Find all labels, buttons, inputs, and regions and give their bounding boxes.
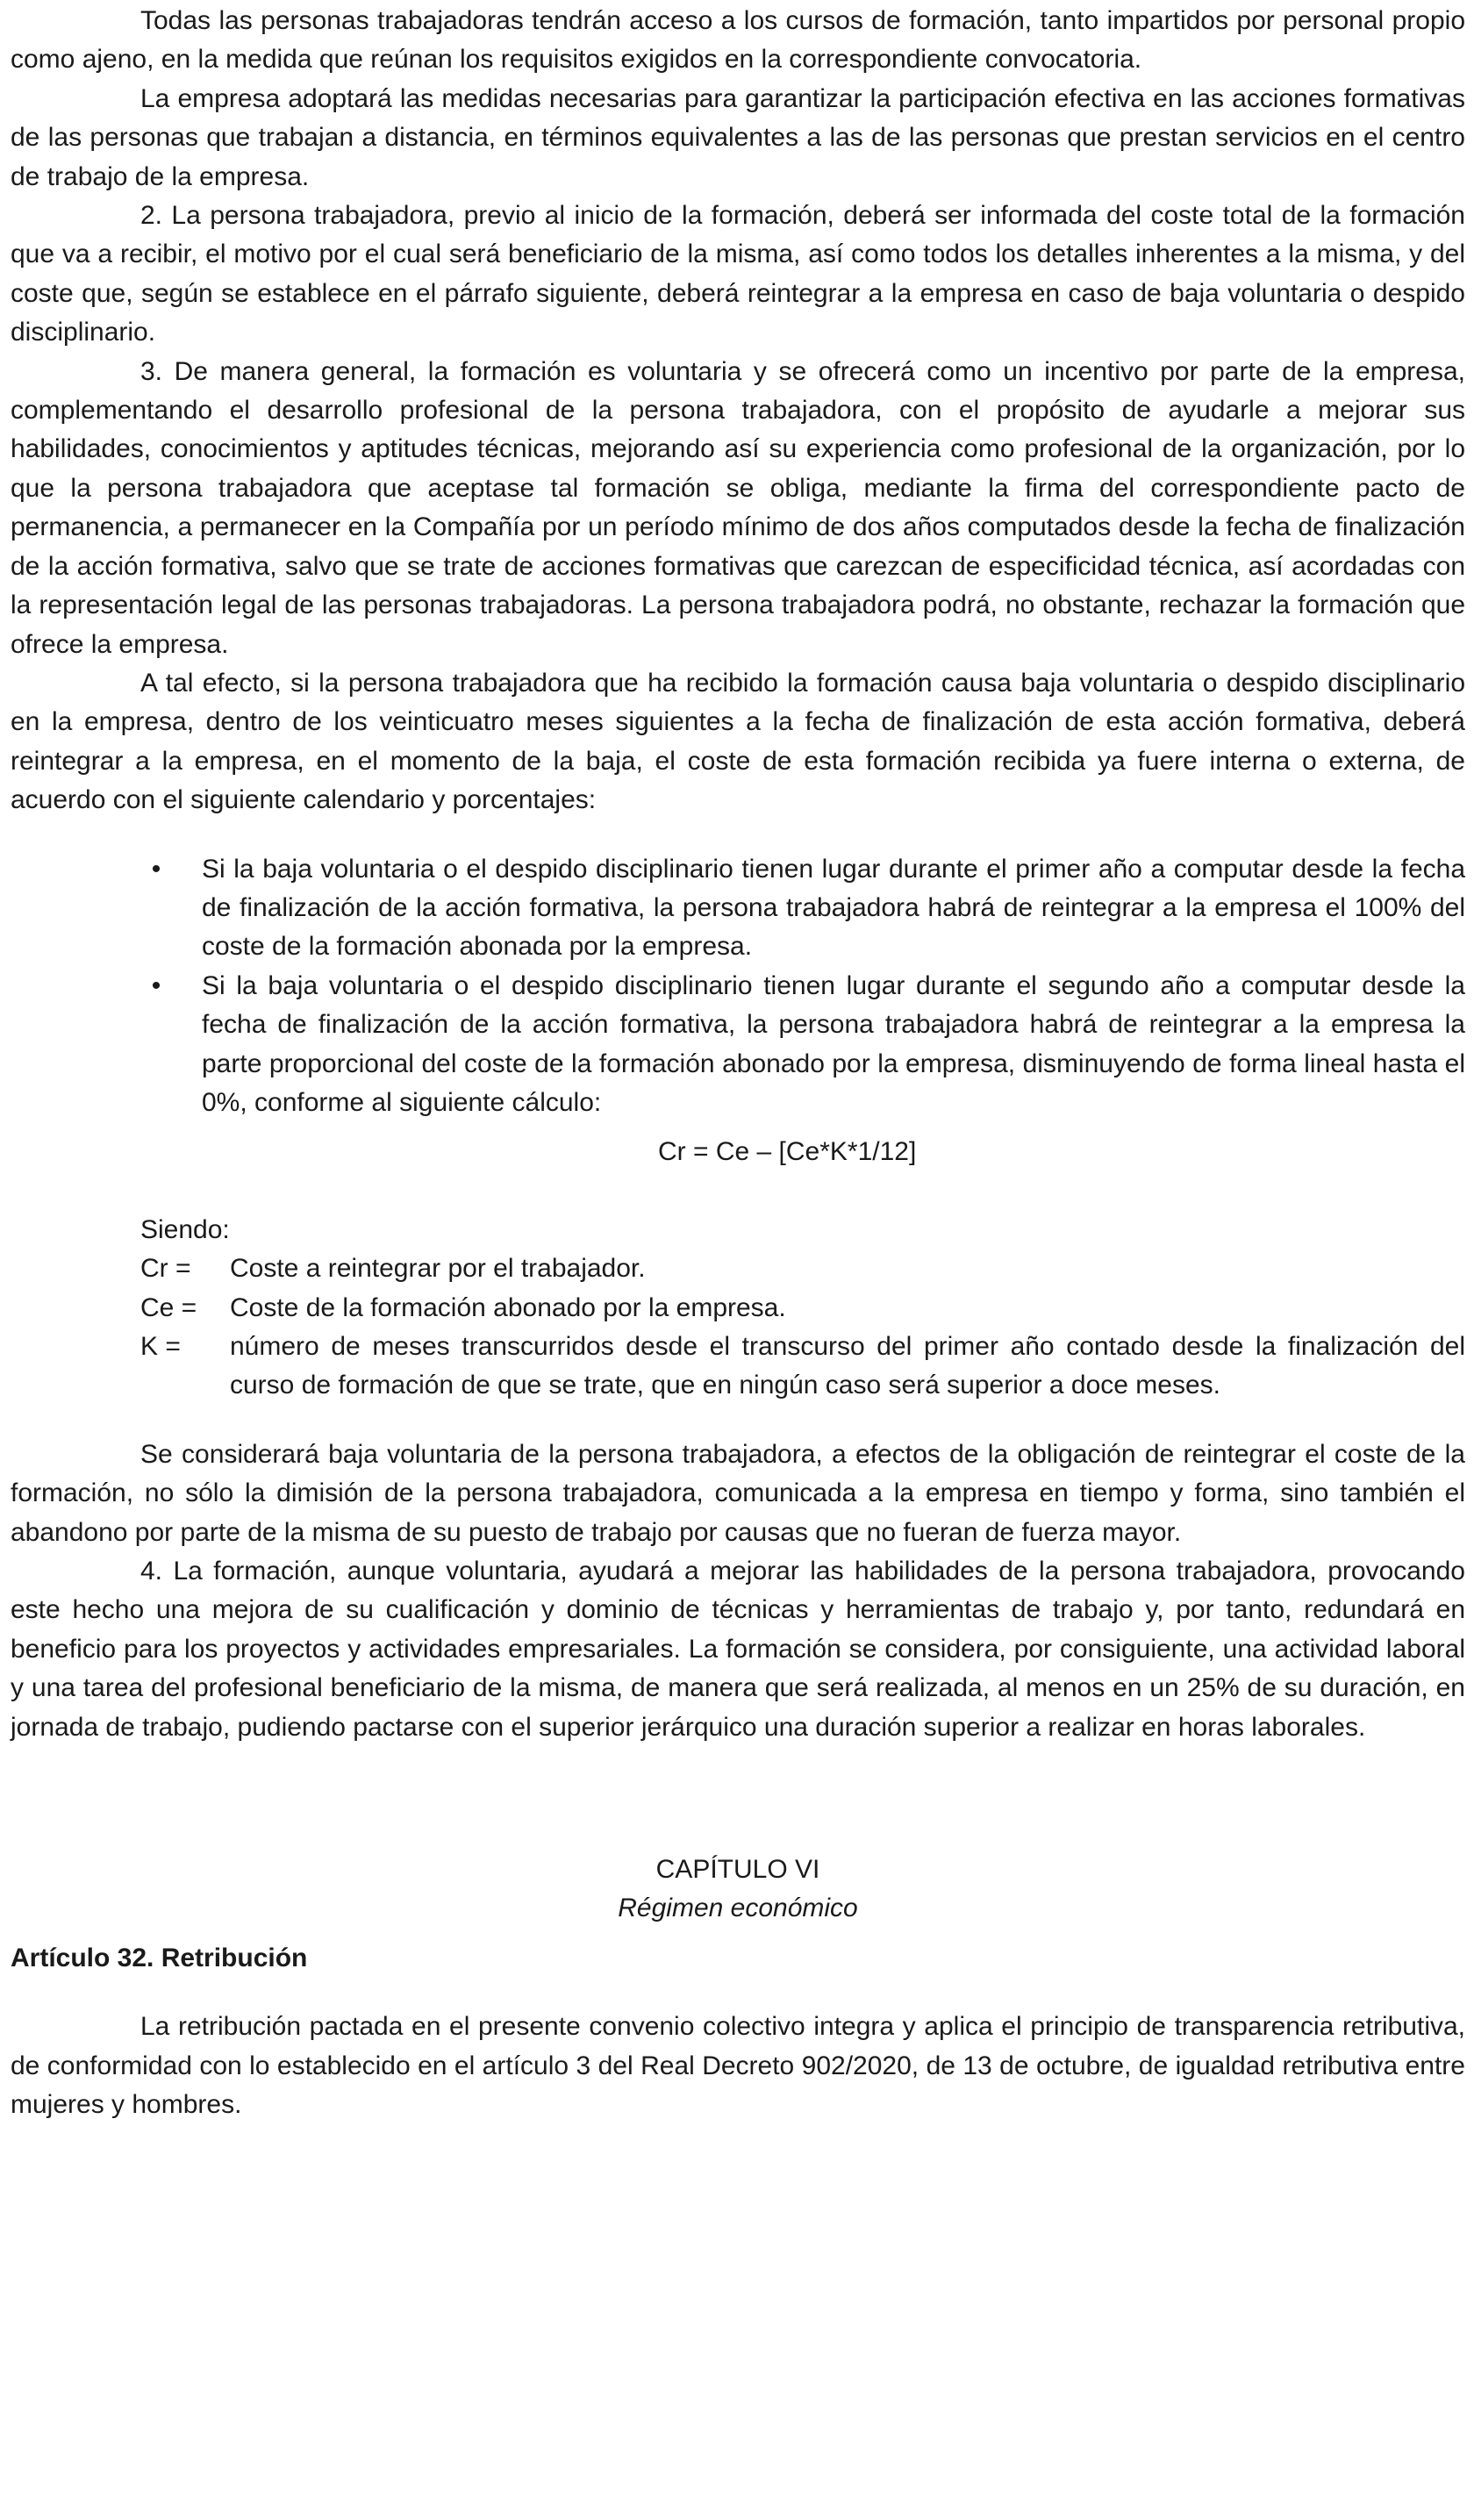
definition-term: Ce = [140,1292,197,1322]
definition-term: K = [140,1332,181,1361]
list-item [151,967,1465,1123]
paragraph: Todas las personas trabajadoras tendrán acceso a los cursos de formación, tanto impartidos por personal propio como ajeno, en la medida que reúnan los requisitos exigidos en la correspondiente convocatoria. [11,6,1465,75]
article-heading: Artículo 32. Retribución [11,1943,308,1972]
spacer [11,1747,1465,1851]
list-item-text: Si la baja voluntaria o el despido disciplinario tienen lugar durante el primer año a computar desde la fecha de finalización de la acción formativa, la persona trabajadora habrá de reintegrar a la empresa el 100% del coste de la formación abonada por la empresa. [202,854,1465,962]
definitions-label: Siendo: [140,1214,230,1244]
spacer [11,1978,1465,2008]
bullet-icon: • [151,970,161,1000]
document-body [11,2,1465,2125]
list-item [151,850,1465,967]
definition-row [11,1328,1465,1406]
paragraph: 2. La persona trabajadora, previo al inicio de la formación, deberá ser informada del coste total de la formación que va a recibir, el motivo por el cual será beneficiario de la misma, así como todos los detalles inherentes a la misma, y del coste que, según se establece en el párrafo siguiente, deberá reintegrar a la empresa en caso de baja voluntaria o despido disciplinario. [11,201,1465,347]
chapter-title: CAPÍTULO VI [655,1855,820,1885]
definition-text: Coste de la formación abonado por la empresa. [230,1292,786,1322]
paragraph: 4. La formación, aunque voluntaria, ayudará a mejorar las habilidades de la persona trabajadora, provocando este hecho una mejora de su cualificación y dominio de técnicas y herramientas de trabajo y, por tanto, redundará en beneficio para los proyectos y actividades empresariales. La formación se considera, por consiguiente, una actividad laboral y una tarea del profesional beneficiario de la misma, de manera que será realizada, al menos en un 25% de su duración, en jornada de trabajo, pudiendo pactarse con el superior jerárquico una duración superior a realizar en horas laborales. [11,1557,1465,1742]
paragraph: La empresa adoptará las medidas necesarias para garantizar la participación efectiva en las acciones formativas de las personas que trabajan a distancia, en términos equivalentes a las de las personas que prestan servicios en el centro de trabajo de la empresa. [11,83,1465,191]
definition-row [11,1289,1465,1328]
formula: Cr = Ce – [Ce*K*1/12] [658,1137,917,1167]
paragraph: La retribución pactada en el presente convenio colectivo integra y aplica el principio de transparencia retributiva, de conformidad con lo establecido en el artículo 3 del Real Decreto 902/2020, de 13 de octubre, de igualdad retributiva entre mujeres y hombres. [11,2012,1465,2120]
spacer [11,820,1465,850]
list-item-text: Si la baja voluntaria o el despido disciplinario tienen lugar durante el segundo año a computar desde la fecha de finalización de la acción formativa, la persona trabajadora habrá de reintegrar a la empresa la parte proporcional del coste de la formación abonado por la empresa, disminuyendo de forma lineal hasta el 0%, conforme al siguiente cálculo: [202,970,1465,1117]
definition-text: número de meses transcurridos desde el transcurso del primer año contado desde la finalización del curso de formación de que se trate, que en ningún caso será superior a doce meses. [230,1332,1465,1400]
bullet-list [11,850,1465,1123]
definition-text: Coste a reintegrar por el trabajador. [230,1254,646,1284]
chapter-subtitle: Régimen económico [618,1894,858,1923]
bullet-icon: • [151,854,161,884]
spacer [11,1406,1465,1435]
paragraph: Se considerará baja voluntaria de la persona trabajadora, a efectos de la obligación de reintegrar el coste de la formación, no sólo la dimisión de la persona trabajadora, comunicada a la empresa en tiempo y forma, sino también el abandono por parte de la misma de su puesto de trabajo por causas que no fueran de fuerza mayor. [11,1439,1465,1547]
paragraph: A tal efecto, si la persona trabajadora que ha recibido la formación causa baja voluntaria o despido disciplinario en la empresa, dentro de los veinticuatro meses siguientes a la fecha de finalización de esta acción formativa, deberá reintegrar a la empresa, en el momento de la baja, el coste de esta formación recibida ya fuere interna o externa, de acuerdo con el siguiente calendario y porcentajes: [11,668,1465,815]
paragraph: 3. De manera general, la formación es voluntaria y se ofrecerá como un incentivo por parte de la empresa, complementando el desarrollo profesional de la persona trabajadora, con el propósito de ayudarle a mejorar sus habilidades, conocimientos y aptitudes técnicas, mejorando así su experiencia como profesional de la organización, por lo que la persona trabajadora que aceptase tal formación se obliga, mediante la firma del correspondiente pacto de permanencia, a permanecer en la Compañía por un período mínimo de dos años computados desde la fecha de finalización de la acción formativa, salvo que se trate de acciones formativas que carezcan de especificidad técnica, así acordadas con la representación legal de las personas trabajadoras. La persona trabajadora podrá, no obstante, rechazar la formación que ofrece la empresa. [11,356,1465,659]
definition-term: Cr = [140,1254,191,1284]
definition-row [11,1249,1465,1288]
